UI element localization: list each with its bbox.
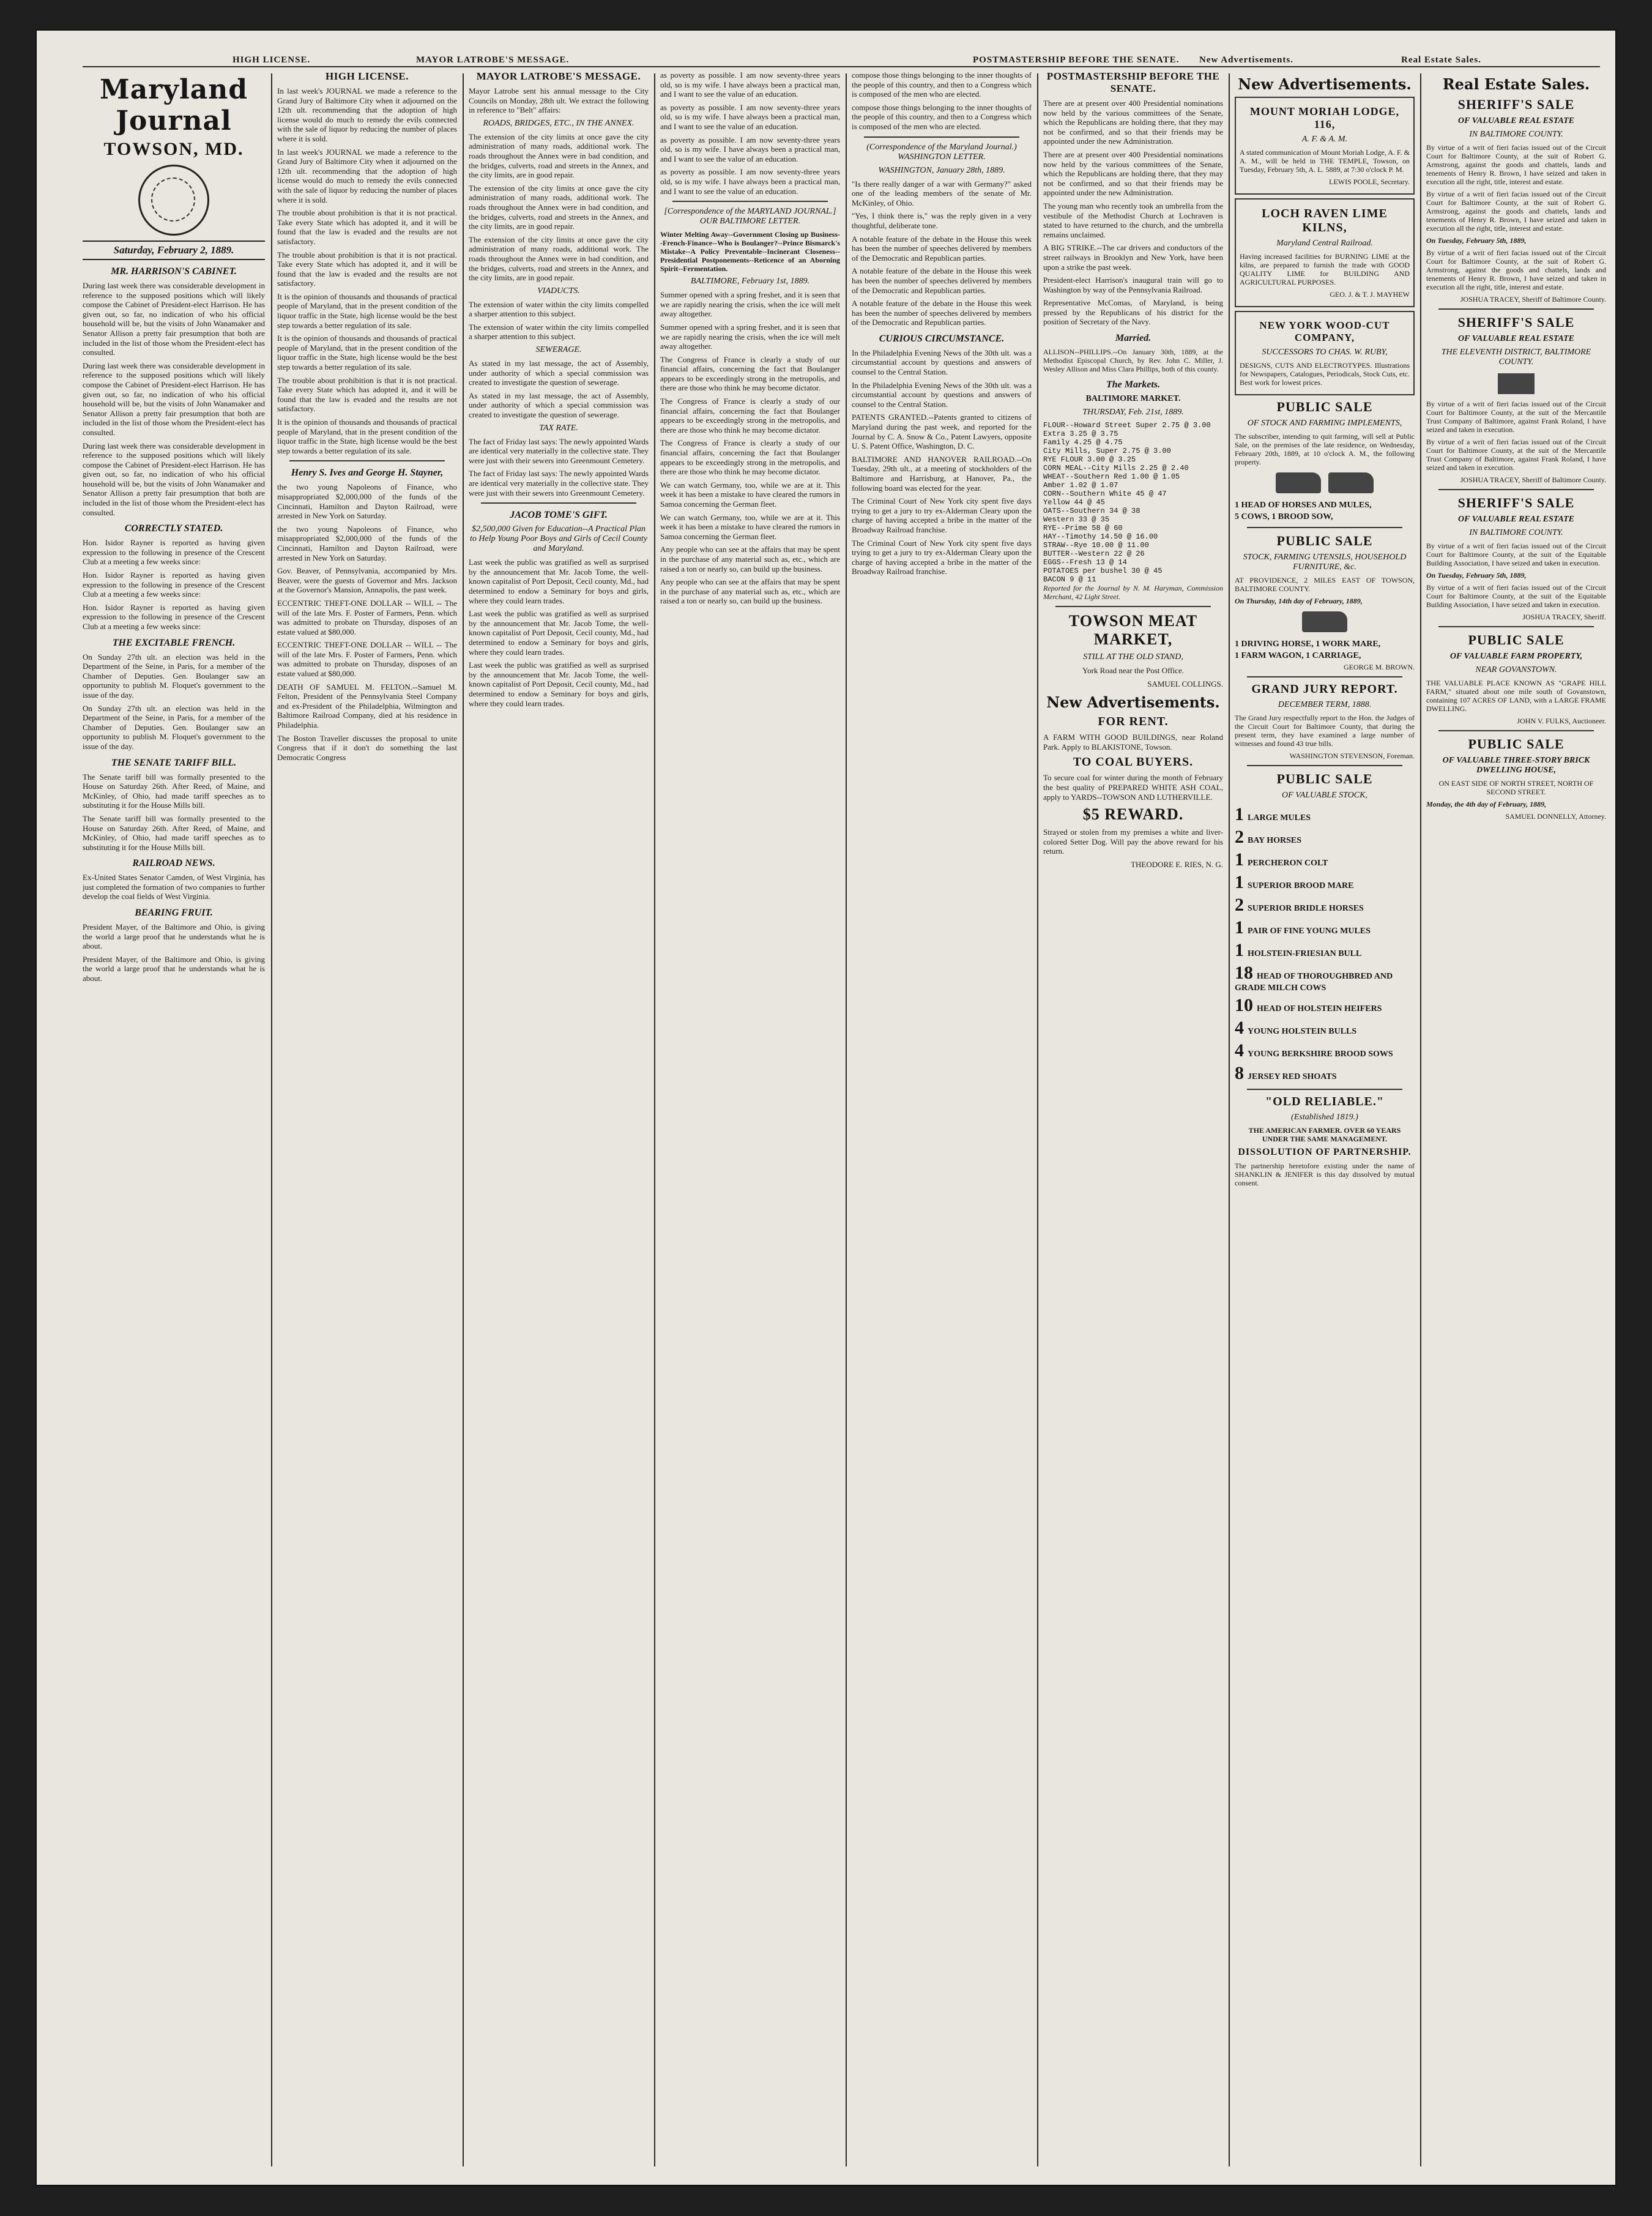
article-text: The extension of water within the city limits compelled a sharper attention to this subject. [469,299,649,319]
ad-text: By virtue of a writ of fieri facias issued out of the Circuit Court for Baltimore County, at the suit of Robert G. Armstrong, against the goods and chattels, lands and tenements of Henry R. Brown, I have seized and taken in execution all the right, title, interest and estate. [1426,143,1606,186]
article-text: The young man who recently took an umbrella from the vestibule of the Methodist Church at Lochraven is stated to have returned to the church, and the umbrella remains unclaimed. [1043,201,1223,239]
article-text: The fact of Friday last says: The newly appointed Wards are identical very materially in the collective state. They were just with their sewers into Greenmount Cemetery. [469,469,649,498]
stock-label: SUPERIOR BRIDLE HORSES [1248,904,1364,913]
section-heading: Real Estate Sales. [1442,75,1590,93]
market-row: RYE--Prime 58 @ 60 [1043,524,1123,533]
article-text: Hon. Isidor Rayner is reported as having given expression to the following in presence of the Crescent Club at a meeting a few weeks since: [83,538,265,567]
article-subhead: VIADUCTS. [537,286,580,296]
article-text: as poverty as possible. I am now seventy-three years old, so is my wife. I have always been a practical man, and I want to see the value of an education. [660,167,840,196]
article-text: A BIG STRIKE.--The car drivers and conductors of the street railways in Brooklyn and New York, have been upon a strike the past week. [1043,243,1223,272]
stock-label: YOUNG HOLSTEIN BULLS [1248,1027,1357,1036]
article-subhead: (Correspondence of the Maryland Journal.) WASHINGTON LETTER. [866,142,1017,162]
article-text: It is the opinion of thousands and thousands of practical people of Maryland, that in the present condition of the liquor traffic in the State, high license would be the best step towards a better regulation of its sale. [277,291,457,330]
article-headline: BEARING FRUIT. [135,908,213,919]
market-row: CORN MEAL--City Mills 2.25 @ 2.40 [1043,464,1189,473]
article-text: Last week the public was gratified as well as surprised by the announcement that Mr. Jacob Tome, the well-known capitalist of Port Deposit, Cecil county, Md., had determined to endow a Seminary for boys and girls, where they could learn trades. [469,660,649,708]
ad-text: To secure coal for winter during the month of February the best quality of PREPARED WHITE ASH COAL, apply to YARDS--TOWSON AND LUTHERVILLE. [1043,773,1223,802]
ad-title: PUBLIC SALE [1468,632,1565,647]
column-rule [1037,73,1038,2166]
market-row: Western 33 @ 35 [1043,515,1110,524]
market-note: Reported for the Journal by N. M. Haryman, Commission Merchant, 42 Light Street. [1043,584,1223,602]
article-text: During last week there was considerable development in reference to the supposed positions which will likely compose the Cabinet of President-elect Harrison. He has given out, so far, no indication of who his official household will be, but the visits of John Wanamaker and Senator Allison a pretty fair presumption that both are included in the list of those whom the President-elect has consulted. [83,360,265,437]
article-headline: HIGH LICENSE. [326,70,409,82]
article-text: In the Philadelphia Evening News of the 30th ult. was a circumstantial account by questions and answers of counsel to the Central Station. [852,380,1032,409]
column-7 [1235,70,1415,2169]
market-row: Extra 3.25 @ 3.75 [1043,430,1118,439]
column-4 [660,70,840,2169]
article-subhead: $2,500,000 Given for Education--A Practical Plan to Help Young Poor Boys and Girls of Cecil County and Maryland. [470,524,647,554]
article-text: During last week there was considerable development in reference to the supposed positions which will likely compose the Cabinet of President-elect Harrison. He has given out, so far, no indication of who his official household will be, but the visits of John Wanamaker and Senator Allison a pretty fair presumption that both are included in the list of those whom the President-elect has consulted. [83,441,265,517]
article-text: In last week's JOURNAL we made a reference to the Grand Jury of Baltimore City when it adjourned on the 12th ult. recommending that the adoption of high license would do much to remedy the evils connected with the sale of liquor by reducing the number of places where it is sold. [277,86,457,143]
ad-title: NEW YORK WOOD-CUT COMPANY, [1259,319,1390,343]
divider [1438,730,1594,731]
column-6 [1043,70,1223,2169]
stock-list [1235,804,1415,1084]
divider [1438,626,1594,627]
livestock-cuts [1235,470,1415,499]
ad-signature: SAMUEL DONNELLY, Attorney. [1505,812,1606,821]
stock-label: PERCHERON COLT [1248,859,1328,868]
article-text: In the Philadelphia Evening News of the 30th ult. was a circumstantial account by questions and answers of counsel to the Central Station. [852,348,1032,377]
cow-cut-icon [1328,472,1374,493]
ad-text: The subscriber, intending to quit farming, will sell at Public Sale, on the premises of the late residence, on Wednesday, February 20th, 1889, at 10 o'clock A. M., the following property. [1235,432,1415,466]
ad-subtitle: (Established 1819.) [1291,1113,1358,1122]
stock-count: 18 [1235,963,1253,983]
stock-count: 1 [1235,804,1244,824]
ad-box [1235,97,1415,195]
article-text: Any people who can see at the affairs that may be spent in the purchase of any material such as, etc., which are raised a ton or nearly so, can build up the business. [660,545,840,573]
article-subhead: ROADS, BRIDGES, ETC., IN THE ANNEX. [483,118,634,128]
article-text: Ex-United States Senator Camden, of West Virginia, has just completed the formation of two companies to further develop the coal fields of West Virginia. [83,873,265,901]
article-text: "Is there really danger of a war with Germany?" asked one of the leading members of the senate of Mr. McKinley, of Ohio. [852,179,1032,207]
article-text: Hon. Isidor Rayner is reported as having given expression to the following in presence of the Crescent Club at a meeting a few weeks since: [83,570,265,599]
article-text: Last week the public was gratified as well as surprised by the announcement that Mr. Jacob Tome, the well-known capitalist of Port Deposit, Cecil county, Md., had determined to endow a Seminary for boys and girls, where they could learn trades. [469,558,649,605]
article-text: The extension of the city limits at once gave the city administration of many roads, additional work. The roads throughout the Annex were in bad condition, and the bridges, culverts, road and streets in the Annex, and the city limits, are in good repair. [469,132,649,180]
article-text: President Mayer, of the Baltimore and Ohio, is giving the world a large proof that he understands what he is about. [83,922,265,951]
ad-signature: LEWIS POOLE, Secretary. [1329,177,1410,186]
masthead [83,70,265,260]
article-headline: POSTMASTERSHIP BEFORE THE SENATE. [1046,70,1220,94]
sale-item: 5 COWS, 1 BROOD SOW, [1235,512,1333,521]
article-subhead: [Correspondence of the MARYLAND JOURNAL.] OUR BALTIMORE LETTER. [664,207,836,226]
article-text: Summer opened with a spring freshet, and it is seen that we are rapidly nearing the crisis, when the ice will melt away altogether. [660,322,840,351]
stock-label: HOLSTEIN-FRIESIAN BULL [1248,949,1362,958]
ad-signature: WASHINGTON STEVENSON, Foreman. [1289,752,1415,760]
stock-label: LARGE MULES [1248,813,1311,823]
market-row: EGGS--Fresh 13 @ 14 [1043,558,1127,567]
stock-count: 1 [1235,849,1244,870]
ad-title: SHERIFF'S SALE [1457,315,1575,330]
market-row: Yellow 44 @ 45 [1043,498,1105,507]
column-2 [277,70,457,2169]
column-rule [846,73,847,2166]
article-text: There are at present over 400 Presidential nominations now held by the various committees of the Senate, which the Republicans are holding there, that they may not be confirmed, and so that their friends may be appointed under the new Administration. [1043,149,1223,198]
market-row: STRAW--Rye 10.00 @ 11.00 [1043,541,1149,550]
divider [289,460,445,461]
article-text: A notable feature of the debate in the House this week has been the number of speeches delivered by members of the Democratic and Republican parties. [852,234,1032,263]
article-text: A notable feature of the debate in the House this week has been the number of speeches delivered by members of the Democratic and Republican parties. [852,299,1032,327]
ad-subtitle: STOCK, FARMING UTENSILS, HOUSEHOLD FURNITURE, &c. [1243,553,1407,572]
article-headline: Married. [1115,333,1152,344]
ad-text: The Grand Jury respectfully report to the Hon. the Judges of the Circuit Court for Baltimore County, that during the present term, they have examined a large number of witnesses and found 43 true bills. [1235,714,1415,748]
sale-item: 1 FARM WAGON, 1 CARRIAGE, [1235,651,1361,660]
running-head-1: HIGH LICENSE. [233,55,311,65]
ad-text: ON EAST SIDE OF NORTH STREET, NORTH OF SECOND STREET. [1438,779,1594,796]
article-text: The extension of the city limits at once gave the city administration of many roads, additional work. The roads throughout the Annex were in bad condition, and the bridges, culverts, road and streets in the Annex, and the city limits, are in good repair. [469,234,649,283]
market-row: OATS--Southern 34 @ 38 [1043,507,1140,516]
column-rule [1420,73,1421,2166]
article-text: The trouble about prohibition is that it is not practical. Take every State which has adopted it, and it will be found that the law is evaded and the results are not satisfactory. [277,208,457,246]
running-head-2: MAYOR LATROBE'S MESSAGE. [416,55,570,65]
stock-label: YOUNG BERKSHIRE BROOD SOWS [1248,1050,1393,1059]
top-rule [83,66,1600,67]
column-rule [463,73,464,2166]
article-text: as poverty as possible. I am now seventy-three years old, so is my wife. I have always been a practical man, and I want to see the value of an education. [660,135,840,163]
article-text: ECCENTRIC THEFT-ONE DOLLAR -- WILL -- The will of the late Mrs. F. Poster of Farmers, Penn. which was admitted to probate on Thursday, disposes of an estate valued at $80,000. [277,640,457,679]
ad-text: THE VALUABLE PLACE KNOWN AS "GRAPE HILL FARM," situated about one mile south of Govanstown, containing 107 ACRES OF LAND, with a LARGE FRAME DWELLING. [1426,679,1606,713]
stock-item [1235,872,1415,893]
ad-subtitle: IN BALTIMORE COUNTY. [1469,528,1563,537]
house-cut [1426,371,1606,400]
ad-box [1235,198,1415,307]
market-row: BACON 9 @ 11 [1043,575,1096,584]
article-text: PATENTS GRANTED.--Patents granted to citizens of Maryland during the past week, and reported for the Journal by C. A. Snow & Co., Patent Lawyers, opposite U. S. Patent Office, Washington, D. C. [852,412,1032,451]
section-heading: New Advertisements. [1238,75,1412,93]
article-headline: CURIOUS CIRCUMSTANCE. [879,333,1005,344]
running-head-5: Real Estate Sales. [1401,55,1481,65]
column-8 [1426,70,1606,2169]
article-text: On Sunday 27th ult. an election was held in the Department of the Seine, in Paris, for a member of the Chamber of Deputies. Gen. Boulanger saw an opportunity to publish M. Floquet's government to the issue of the day. [83,652,265,699]
stock-label: HEAD OF THOROUGHBRED AND GRADE MILCH COWS [1235,972,1393,993]
ad-subtitle: OF VALUABLE REAL ESTATE [1458,116,1574,125]
sale-item: 1 DRIVING HORSE, 1 WORK MARE, [1235,640,1381,649]
issue-date: Saturday, February 2, 1889. [83,241,265,260]
stock-item [1235,963,1415,993]
article-text: compose those things belonging to the inner thoughts of the people of this country, and then to a Congress which is composed of the men who are elected. [852,102,1032,131]
ad-text: The partnership heretofore existing under the name of SHANKLIN & JENIFER is this day dissolved by mutual consent. [1235,1162,1415,1187]
ad-title: PUBLIC SALE [1276,533,1373,548]
divider [1247,1089,1402,1090]
ad-date: On Tuesday, February 5th, 1889, [1426,236,1527,245]
article-subhead: SEWERAGE. [535,345,582,355]
column-rule [1229,73,1230,2166]
seal-emblem-icon [138,165,209,236]
stock-item [1235,917,1415,938]
stock-label: JERSEY RED SHOATS [1248,1072,1337,1081]
article-headline: CORRECTLY STATED. [124,523,223,534]
article-text: Hon. Isidor Rayner is reported as having given expression to the following in presence of the Crescent Club at a meeting a few weeks since: [83,602,265,631]
stock-count: 4 [1235,1040,1244,1061]
article-text: Last week the public was gratified as well as surprised by the announcement that Mr. Jacob Tome, the well-known capitalist of Port Deposit, Cecil county, Md., had determined to endow a Seminary for boys and girls, where they could learn trades. [469,609,649,657]
article-text: The Boston Traveller discusses the proposal to unite Congress that if it don't do something the last Democratic Congress [277,733,457,762]
stock-label: HEAD OF HOLSTEIN HEIFERS [1257,1004,1382,1013]
ad-signature: JOSHUA TRACEY, Sheriff of Baltimore County. [1460,476,1606,484]
divider [1247,527,1402,528]
ad-subtitle: OF VALUABLE REAL ESTATE [1458,334,1574,343]
article-deck: Winter Melting Away--Government Closing up Business--French-Finance--Who is Boulanger?--Prince Bismarck's Mistake--A Policy Preventable--Incinerant Closeness--Presidential Postponements--Reticence of an Aborning Spirit--Fermentation. [660,230,840,274]
article-text: President-elect Harrison's inaugural train will go to Washington by way of the Pennsylvania Railroad. [1043,275,1223,294]
market-row: HAY--Timothy 14.50 @ 16.00 [1043,532,1158,542]
article-text: Mayor Latrobe sent his annual message to the City Councils on Monday, 28th ult. We extract the following in reference to "Belt" affairs: [469,86,649,115]
stock-count: 1 [1235,872,1244,892]
article-text: The Congress of France is clearly a study of our financial affairs, concerning the fact that Boulanger appears to be exceedingly strong in the metropolis, and there are those who think he may become dictator. [660,397,840,435]
article-text: compose those things belonging to the inner thoughts of the people of this country, and then to a Congress which is composed of the men who are elected. [852,70,1032,99]
ad-date: On Tuesday, February 5th, 1889, [1426,571,1527,580]
divider [1055,606,1211,607]
stock-item [1235,895,1415,916]
running-head-4: New Advertisements. [1199,55,1293,65]
stock-item [1235,804,1415,825]
stock-count: 1 [1235,917,1244,938]
market-row: BUTTER--Western 22 @ 26 [1043,550,1145,559]
market-row: FLOUR--Howard Street Super 2.75 @ 3.00 [1043,421,1211,430]
article-headline: THE SENATE TARIFF BILL. [111,757,237,768]
ad-subtitle: A. F. & A. M. [1301,135,1348,144]
stock-count: 2 [1235,895,1244,915]
stock-item [1235,995,1415,1016]
stock-count: 10 [1235,995,1253,1015]
article-headline: THE EXCITABLE FRENCH. [112,637,236,648]
ad-title: SHERIFF'S SALE [1457,495,1575,510]
ad-title: GRAND JURY REPORT. [1251,682,1398,696]
stock-item [1235,827,1415,848]
article-text: In last week's JOURNAL we made a reference to the Grand Jury of Baltimore City when it adjourned on the 12th ult. recommending that the adoption of high license would do much to remedy the evils connected with the sale of liquor by reducing the number of places where it is sold. [277,147,457,204]
ad-subtitle: SUCCESSORS TO CHAS. W. RUBY, [1262,348,1388,357]
ad-text: Having increased facilities for BURNING LIME at the kilns, are prepared to furnish the trade with GOOD QUALITY LIME for BUILDING AND AGRICULTURAL PURPOSES. [1240,252,1410,286]
column-rule [654,73,655,2166]
article-text: The fact of Friday last says: The newly appointed Wards are identical very materially in the collective state. They were just with their sewers into Greenmount Cemetery. [469,436,649,465]
article-text: BALTIMORE AND HANOVER RAILROAD.--On Tuesday, 29th ult., at a meeting of stockholders of the Baltimore and Harrisburg, at Hanover, Pa., the following board was elected for the year. [852,454,1032,493]
stock-item [1235,1040,1415,1061]
column-rule [271,73,272,2166]
article-text: ECCENTRIC THEFT-ONE DOLLAR -- WILL -- The will of the late Mrs. F. Poster of Farmers, Penn. which was admitted to probate on Thursday, disposes of an estate valued at $80,000. [277,598,457,636]
ad-subtitle: OF STOCK AND FARMING IMPLEMENTS, [1247,419,1402,428]
article-text: On Sunday 27th ult. an election was held in the Department of the Seine, in Paris, for a member of the Chamber of Deputies. Gen. Boulanger saw an opportunity to publish M. Floquet's government to the issue of the day. [83,703,265,751]
article-text: as poverty as possible. I am now seventy-three years old, so is my wife. I have always been a practical man, and I want to see the value of an education. [660,70,840,99]
article-headline: JACOB TOME'S GIFT. [510,510,608,521]
ad-subtitle: IN BALTIMORE COUNTY. [1469,130,1563,139]
ad-text: A stated communication of Mount Moriah Lodge, A. F. & A. M., will be held in THE TEMPLE, Towson, on Tuesday, February 5th, A. L. 5889, at 7:30 o'clock P. M. [1240,148,1410,174]
ad-title: MOUNT MORIAH LODGE, 116, [1249,105,1400,130]
ad-text: DESIGNS, CUTS AND ELECTROTYPES. Illustrations for Newspapers, Catalogues, Periodicals, Stock Cuts, etc. Best work for lowest prices. [1240,361,1410,387]
ad-title: LOCH RAVEN LIME KILNS, [1262,207,1388,234]
ad-date: Monday, the 4th day of February, 1889, [1426,800,1547,808]
article-text: DEATH OF SAMUEL M. FELTON.--Samuel M. Felton, President of the Pennsylvania Steel Company and ex-President of the Philadelphia, Wilmington and Baltimore Railroad Company, died at his residence in Philadelphia. [277,682,457,730]
article-text: as poverty as possible. I am now seventy-three years old, so is my wife. I have always been a practical man, and I want to see the value of an education. [660,102,840,131]
article-headline: The Markets. [1106,379,1160,390]
ad-subtitle: OF VALUABLE STOCK, [1282,791,1367,800]
ad-signature: THEODORE E. RIES, N. G. [1131,860,1223,869]
article-text: It is the opinion of thousands and thousands of practical people of Maryland, that in the present condition of the liquor traffic in the State, high license would be the best step towards a better regulation of its sale. [277,334,457,372]
ad-subtitle: Maryland Central Railroad. [1276,239,1373,248]
livestock-cuts [1235,609,1415,638]
market-row: RYE FLOUR 3.00 @ 3.25 [1043,455,1136,464]
article-headline: Henry S. Ives and George H. Stayner, [291,468,444,479]
stock-label: BAY HORSES [1248,836,1302,845]
ad-signature: JOSHUA TRACEY, Sheriff. [1522,613,1606,621]
horse-cut-icon [1302,611,1347,632]
market-row: CORN--Southern White 45 @ 47 [1043,490,1167,499]
ad-title: TO COAL BUYERS. [1073,755,1194,769]
article-text: Gov. Beaver, of Pennsylvania, accompanied by Mrs. Beaver, were the guests of Governor and Mrs. Jackson at the Governor's Mansion, Annapolis, the past week. [277,566,457,595]
stock-item [1235,1063,1415,1084]
ad-subtitle: DECEMBER TERM, 1888. [1278,700,1372,709]
article-text: the two young Napoleons of Finance, who misappropriated $2,000,000 of the funds of the Cincinnati, Hamilton and Dayton Railroad, were arrested in New York on Saturday. [277,482,457,521]
ad-text: THE AMERICAN FARMER. OVER 60 YEARS UNDER THE SAME MANAGEMENT. [1248,1126,1401,1143]
ad-signature: JOSHUA TRACEY, Sheriff of Baltimore County. [1460,295,1606,304]
article-subhead: TAX RATE. [539,423,578,433]
article-text: Summer opened with a spring freshet, and it is seen that we are rapidly nearing the crisis, when the ice will melt away altogether. [660,290,840,319]
stock-item [1235,940,1415,961]
ad-signature: GEO. J. & T. J. MAYHEW [1330,290,1410,299]
article-text: There are at present over 400 Presidential nominations now held by the various committees of the Senate, which the Republicans are holding there, that they may not be confirmed, and so that their friends may be appointed under the new Administration. [1043,99,1223,146]
ad-subtitle: OF VALUABLE THREE-STORY BRICK DWELLING HOUSE, [1442,756,1590,775]
stock-count: 1 [1235,940,1244,960]
section-heading: New Advertisements. [1046,693,1220,712]
article-text: As stated in my last message, the act of Assembly, under authority of which a special commission was created to investigate the question of sewerage. [469,359,649,387]
ad-title: TOWSON MEAT MARKET, [1068,612,1198,649]
stock-count: 4 [1235,1018,1244,1038]
divider [481,502,636,504]
market-table [1043,421,1223,584]
article-text: The trouble about prohibition is that it is not practical. Take every State which has adopted it, and it will be found that the law is evaded and the results are not satisfactory. [277,250,457,288]
ad-text: AT PROVIDENCE, 2 MILES EAST OF TOWSON, BALTIMORE COUNTY. [1235,576,1415,593]
article-text: The Criminal Court of New York city spent five days trying to get a jury to try ex-Alderman Cleary upon the charge of having accepted a bribe in the matter of the Broadway Railroad franchise. [852,538,1032,576]
newspaper-page [37,31,1615,2185]
ad-title: SHERIFF'S SALE [1457,97,1575,112]
column-1 [83,70,265,2169]
ad-box [1235,311,1415,395]
divider [1247,765,1402,766]
ad-subtitle: OF VALUABLE FARM PROPERTY, [1449,652,1583,661]
ad-signature: GEORGE M. BROWN. [1344,663,1415,671]
article-text: As stated in my last message, the act of Assembly, under authority of which a special commission was created to investigate the question of sewerage. [469,390,649,420]
stock-item [1235,1018,1415,1039]
stock-label: SUPERIOR BROOD MARE [1248,881,1354,890]
divider [1247,676,1402,677]
horse-cut-icon [1276,472,1321,493]
house-cut-icon [1498,373,1535,394]
article-text: The Senate tariff bill was formally presented to the House on Saturday 26th. After Reed, of Maine, and McKinley, of Ohio, had made tariff speeches as to substituting it for the House Mills bill. [83,813,265,852]
article-text: President Mayer, of the Baltimore and Ohio, is giving the world a large proof that he understands what he is about. [83,954,265,983]
dateline: BALTIMORE, February 1st, 1889. [690,277,810,286]
divider [864,136,1019,138]
ad-title: $5 REWARD. [1082,805,1184,824]
market-row: Family 4.25 @ 4.75 [1043,438,1123,447]
market-title: BALTIMORE MARKET. [1085,394,1181,404]
market-row: Amber 1.02 @ 1.07 [1043,481,1118,490]
stock-count: 8 [1235,1063,1244,1083]
ad-text: A FARM WITH GOOD BUILDINGS, near Roland Park. Apply to BLAKISTONE, Towson. [1043,733,1223,752]
article-text: The Congress of France is clearly a study of our financial affairs, concerning the fact that Boulanger appears to be exceedingly strong in the metropolis, and there are those who think he may become dictator. [660,354,840,393]
article-text: The Criminal Court of New York city spent five days trying to get a jury to try ex-Alderman Cleary upon the charge of having accepted a bribe in the matter of the Broadway Railroad franchise. [852,496,1032,534]
ad-title: PUBLIC SALE [1276,771,1373,786]
ad-title: "OLD RELIABLE." [1265,1095,1384,1108]
article-text: "Yes, I think there is," was the reply given in a very thoughtful, deliberate tone. [852,211,1032,230]
ad-title: PUBLIC SALE [1276,399,1373,414]
article-text: The Senate tariff bill was formally presented to the House on Saturday 26th. After Reed, of Maine, and McKinley, of Ohio, had made tariff speeches as to substituting it for the House Mills bill. [83,772,265,810]
ad-text: By virtue of a writ of fieri facias issued out of the Circuit Court for Baltimore County, at the suit of the Equitable Building Association, I have seized and taken in execution. [1426,583,1606,609]
article-text: ALLISON--PHILLIPS.--On January 30th, 1889, at the Methodist Episcopal Church, by Rev. John C. Miller, J. Wesley Allison and Miss Clara Phillips, both of this county. [1043,348,1223,374]
ad-text: Strayed or stolen from my premises a white and liver-colored Setter Dog. Will pay the above reward for his return. [1043,827,1223,856]
article-text: The Congress of France is clearly a study of our financial affairs, concerning the fact that Boulanger appears to be exceedingly strong in the metropolis, and there are those who think he may become dictator. [660,438,840,477]
ad-signature: SAMUEL COLLINGS. [1147,679,1223,688]
stock-count: 2 [1235,827,1244,847]
ad-subtitle: STILL AT THE OLD STAND, [1083,652,1183,662]
market-row: City Mills, Super 2.75 @ 3.00 [1043,447,1171,456]
town-name: TOWSON, MD. [103,139,244,159]
ad-subtitle: THE ELEVENTH DISTRICT, BALTIMORE COUNTY. [1441,348,1591,367]
article-text: the two young Napoleons of Finance, who misappropriated $2,000,000 of the funds of the Cincinnati, Hamilton and Dayton Railroad, were arrested in New York on Saturday. [277,524,457,562]
ad-subtitle: NEAR GOVANSTOWN. [1475,665,1557,674]
market-row: WHEAT--Southern Red 1.00 @ 1.05 [1043,472,1180,482]
divider [1438,489,1594,490]
running-head-3: POSTMASTERSHIP BEFORE THE SENATE. [973,55,1180,65]
divider [1438,308,1594,310]
article-text: We can watch Germany, too, while we are at it. This week it has been a mistake to have cleared the rumors in Samoa concerning the German fleet. [660,512,840,541]
market-row: POTATOES per bushel 30 @ 45 [1043,567,1163,576]
divider [672,201,828,202]
article-text: A notable feature of the debate in the House this week has been the number of speeches delivered by members of the Democratic and Republican parties. [852,266,1032,295]
ad-date: On Thursday, 14th day of February, 1889, [1235,597,1363,605]
ad-signature: JOHN V. FULKS, Auctioneer. [1517,717,1606,725]
article-text: The trouble about prohibition is that it is not practical. Take every State which has adopted it, and it will be found that the law is evaded and the results are not satisfactory. [277,375,457,414]
sale-item: 1 HEAD OF HORSES AND MULES, [1235,501,1372,510]
ad-text: By virtue of a writ of fieri facias issued out of the Circuit Court for Baltimore County, at the suit of Robert G. Armstrong, against the goods and chattels, lands and tenements of Henry R. Brown, I have seized and taken in execution all the right, title, interest and estate. [1426,248,1606,291]
column-5 [852,70,1032,2169]
stock-item [1235,849,1415,870]
article-text: During last week there was considerable development in reference to the supposed positions which will likely compose the Cabinet of President-elect Harrison. He has given out, so far, no indication of who his official household will be, but the visits of John Wanamaker and Senator Allison a pretty fair presumption that both are included in the list of those whom the President-elect has consulted. [83,281,265,357]
market-date: THURSDAY, Feb. 21st, 1889. [1082,408,1184,417]
ad-text: By virtue of a writ of fieri facias issued out of the Circuit Court for Baltimore County, at the suit of Robert G. Armstrong, against the goods and chattels, lands and tenements of Henry R. Brown, I have seized and taken in execution all the right, title, interest and estate. [1426,190,1606,233]
newspaper-title: Maryland Journal [100,74,248,136]
ad-title: FOR RENT. [1098,715,1169,729]
ad-subtitle: OF VALUABLE REAL ESTATE [1458,515,1574,524]
article-headline: MAYOR LATROBE'S MESSAGE. [476,70,641,82]
dateline: WASHINGTON, January 28th, 1889. [878,165,1005,175]
article-text: We can watch Germany, too, while we are at it. This week it has been a mistake to have cleared the rumors in Samoa concerning the German fleet. [660,480,840,509]
ad-title: PUBLIC SALE [1468,736,1565,752]
article-headline: MR. HARRISON'S CABINET. [111,266,237,277]
article-text: The extension of the city limits at once gave the city administration of many roads, additional work. The roads throughout the Annex were in bad condition, and the bridges, culverts, road and streets in the Annex, and the city limits, are in good repair. [469,183,649,231]
article-text: It is the opinion of thousands and thousands of practical people of Maryland, that in the present condition of the liquor traffic in the State, high license would be the best step towards a better regulation of its sale. [277,417,457,455]
article-text: Any people who can see at the affairs that may be spent in the purchase of any material such as, etc., which are raised a ton or nearly so, can build up the business. [660,577,840,606]
ad-text: By virtue of a writ of fieri facias issued out of the Circuit Court for Baltimore County, at the suit of the Equitable Building Association, I have seized and taken in execution. [1426,542,1606,567]
ad-text: By virtue of a writ of fieri facias issued out of the Circuit Court for Baltimore County, at the suit of the Mercantile Trust Company of Baltimore, against Frank Roland, I have seized and taken in execution. [1426,438,1606,472]
article-headline: RAILROAD NEWS. [132,858,215,869]
ad-title: DISSOLUTION OF PARTNERSHIP. [1238,1147,1412,1157]
article-text: Representative McComas, of Maryland, is being pressed by the Republicans of his district for the position of Secretary of the Navy. [1043,298,1223,327]
ad-text: York Road near the Post Office. [1082,666,1184,676]
article-text: The extension of water within the city limits compelled a sharper attention to this subject. [469,322,649,341]
stock-label: PAIR OF FINE YOUNG MULES [1248,927,1371,936]
column-3 [469,70,649,2169]
ad-text: By virtue of a writ of fieri facias issued out of the Circuit Court for Baltimore County, at the suit of the Mercantile Trust Company of Baltimore, against Frank Roland, I have seized and taken in execution. [1426,400,1606,434]
